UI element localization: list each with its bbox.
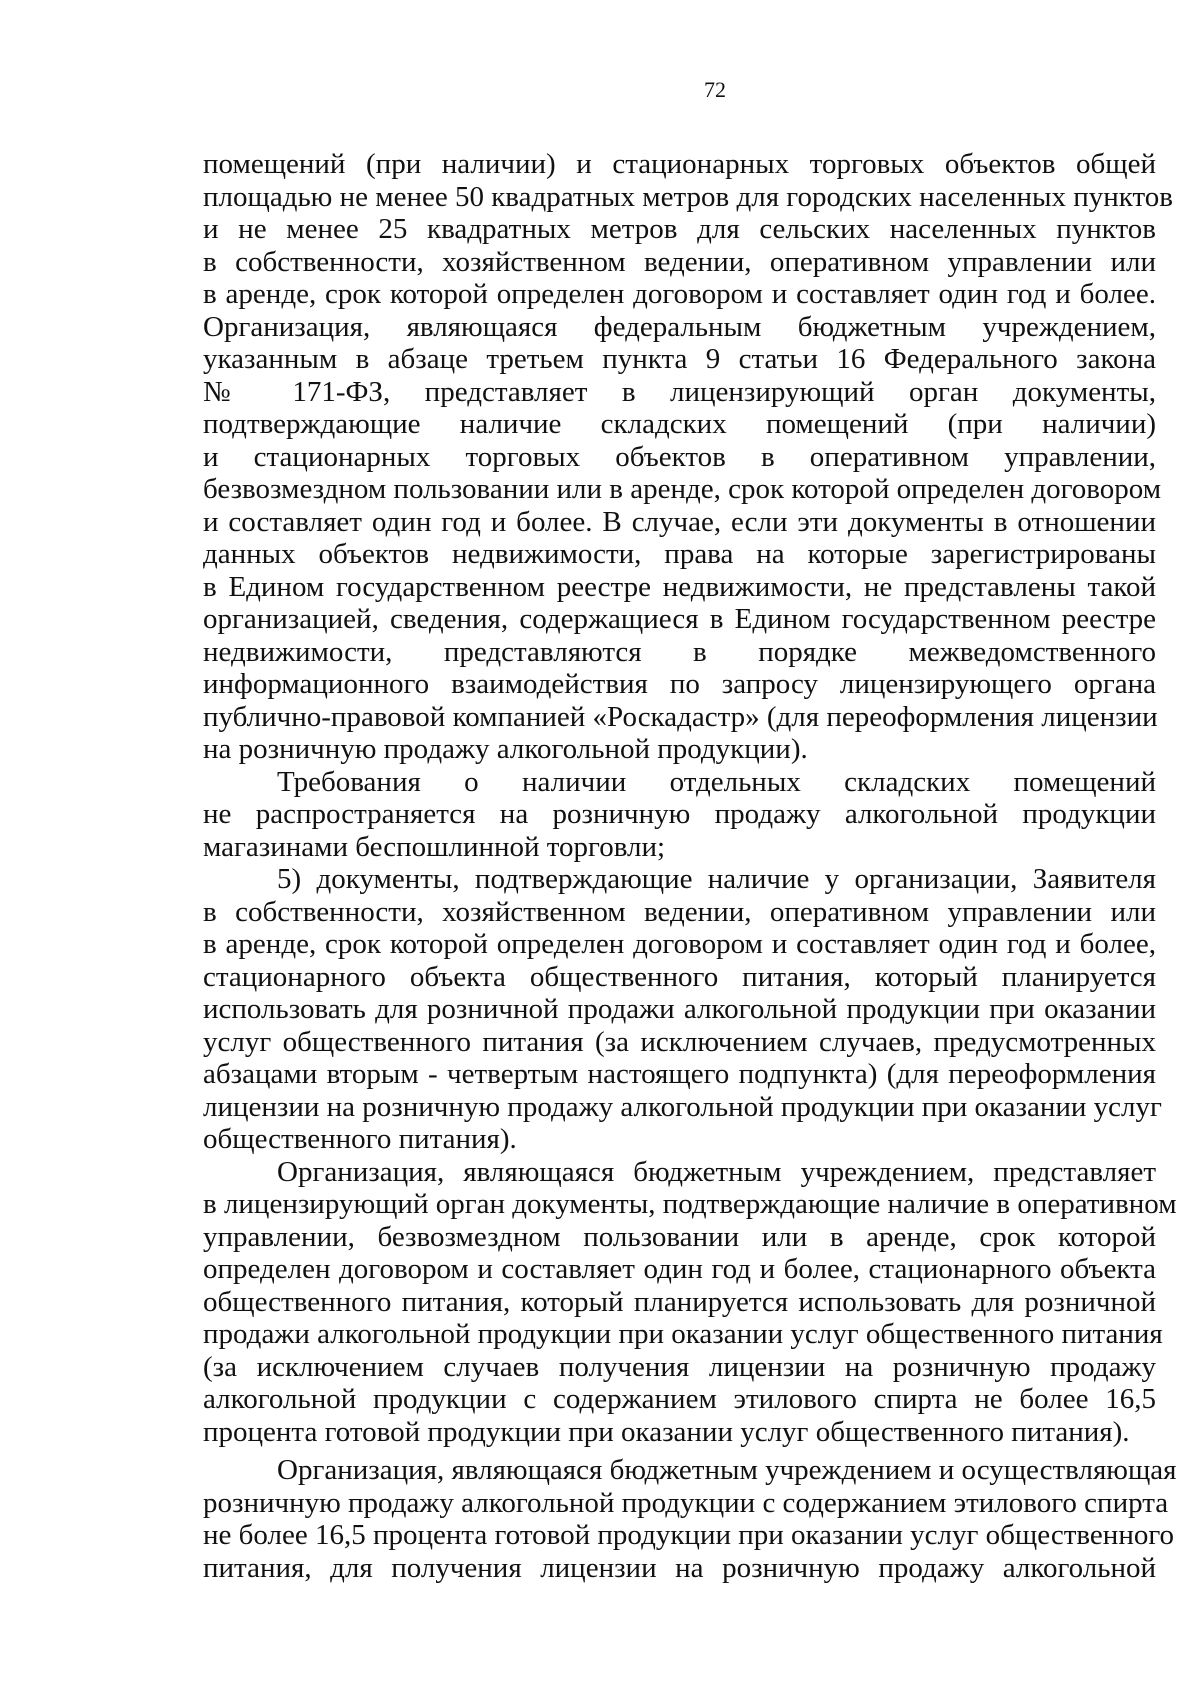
text-line: использовать для розничной продажи алкогольной продукции при оказании (203, 993, 1156, 1025)
text-line: абзацами вторым - четвертым настоящего подпункта) (для переоформления (203, 1058, 1156, 1090)
text-line: данных объектов недвижимости, права на которые зарегистрированы (203, 538, 1156, 570)
text-line: определен договором и составляет один год и более, стационарного объекта (203, 1253, 1156, 1285)
page-number: 72 (704, 77, 726, 102)
text-line: в собственности, хозяйственном ведении, оперативном управлении или (203, 245, 1156, 278)
text-line: недвижимости, представляются в порядке межведомственного (203, 635, 1156, 668)
text-line: подтверждающие наличие складских помещений (при наличии) (203, 408, 1156, 440)
body-text (203, 148, 1177, 1584)
text-line: розничную продажу алкогольной продукции с содержанием этилового спирта (203, 1486, 1169, 1519)
text-line: магазинами беспошлинной торговли; (203, 830, 666, 863)
text-line: на розничную продажу алкогольной продукции). (203, 733, 808, 765)
text-line: процента готовой продукции при оказании услуг общественного питания). (203, 1415, 1130, 1448)
text-line: Организация, являющаяся федеральным бюджетным учреждением, (203, 310, 1156, 343)
text-line: не более 16,5 процента готовой продукции при оказании услуг общественного (203, 1519, 1175, 1551)
text-line: лицензии на розничную продажу алкогольной продукции при оказании услуг (203, 1090, 1162, 1123)
text-line: помещений (при наличии) и стационарных торговых объектов общей (203, 148, 1156, 180)
text-line: (за исключением случаев получения лицензии на розничную продажу (203, 1350, 1156, 1383)
text-line: не распространяется на розничную продажу алкогольной продукции (203, 798, 1156, 830)
text-line: и стационарных торговых объектов в оперативном управлении, (203, 440, 1156, 473)
text-line: безвозмездном пользовании или в аренде, срок которой определен договором (203, 473, 1162, 505)
text-line: Требования о наличии отдельных складских помещений (277, 765, 1156, 798)
text-line: управлении, безвозмездном пользовании или в аренде, срок которой (203, 1220, 1156, 1253)
text-line: общественного питания, который планируется использовать для розничной (203, 1285, 1156, 1318)
text-line: питания, для получения лицензии на розничную продажу алкогольной (203, 1551, 1156, 1584)
text-line: указанным в абзаце третьем пункта 9 статьи 16 Федерального закона (203, 343, 1156, 375)
text-line: Организация, являющаяся бюджетным учреждением, представляет (277, 1155, 1156, 1188)
text-line: стационарного объекта общественного питания, который планируется (203, 960, 1156, 993)
text-line: организацией, сведения, содержащиеся в Едином государственном реестре (203, 603, 1156, 635)
text-line: публично-правовой компанией «Роскадастр» (для переоформления лицензии (203, 700, 1158, 733)
text-line: в Едином государственном реестре недвижимости, не представлены такой (203, 570, 1156, 603)
text-line: площадью не менее 50 квадратных метров для городских населенных пунктов (203, 180, 1173, 213)
text-line: услуг общественного питания (за исключением случаев, предусмотренных (203, 1025, 1156, 1058)
text-line: и не менее 25 квадратных метров для сельских населенных пунктов (203, 213, 1156, 245)
text-line: в собственности, хозяйственном ведении, оперативном управлении или (203, 895, 1156, 928)
text-line: общественного питания). (203, 1123, 517, 1155)
text-line: алкогольной продукции с содержанием этилового спирта не более 16,5 (203, 1383, 1156, 1415)
text-line: 5) документы, подтверждающие наличие у организации, Заявителя (277, 863, 1156, 895)
text-line: Организация, являющаяся бюджетным учреждением и осуществляющая (277, 1454, 1177, 1486)
text-line: информационного взаимодействия по запросу лицензирующего органа (203, 668, 1156, 700)
text-line: и составляет один год и более. В случае, если эти документы в отношении (203, 505, 1156, 538)
text-line: в аренде, срок которой определен договором и составляет один год и более, (203, 928, 1156, 960)
text-line: продажи алкогольной продукции при оказании услуг общественного питания (203, 1318, 1163, 1350)
text-line: в аренде, срок которой определен договором и составляет один год и более. (203, 278, 1156, 310)
text-line: в лицензирующий орган документы, подтверждающие наличие в оперативном (203, 1188, 1177, 1220)
text-line: № 171-ФЗ, представляет в лицензирующий орган документы, (203, 375, 1156, 408)
